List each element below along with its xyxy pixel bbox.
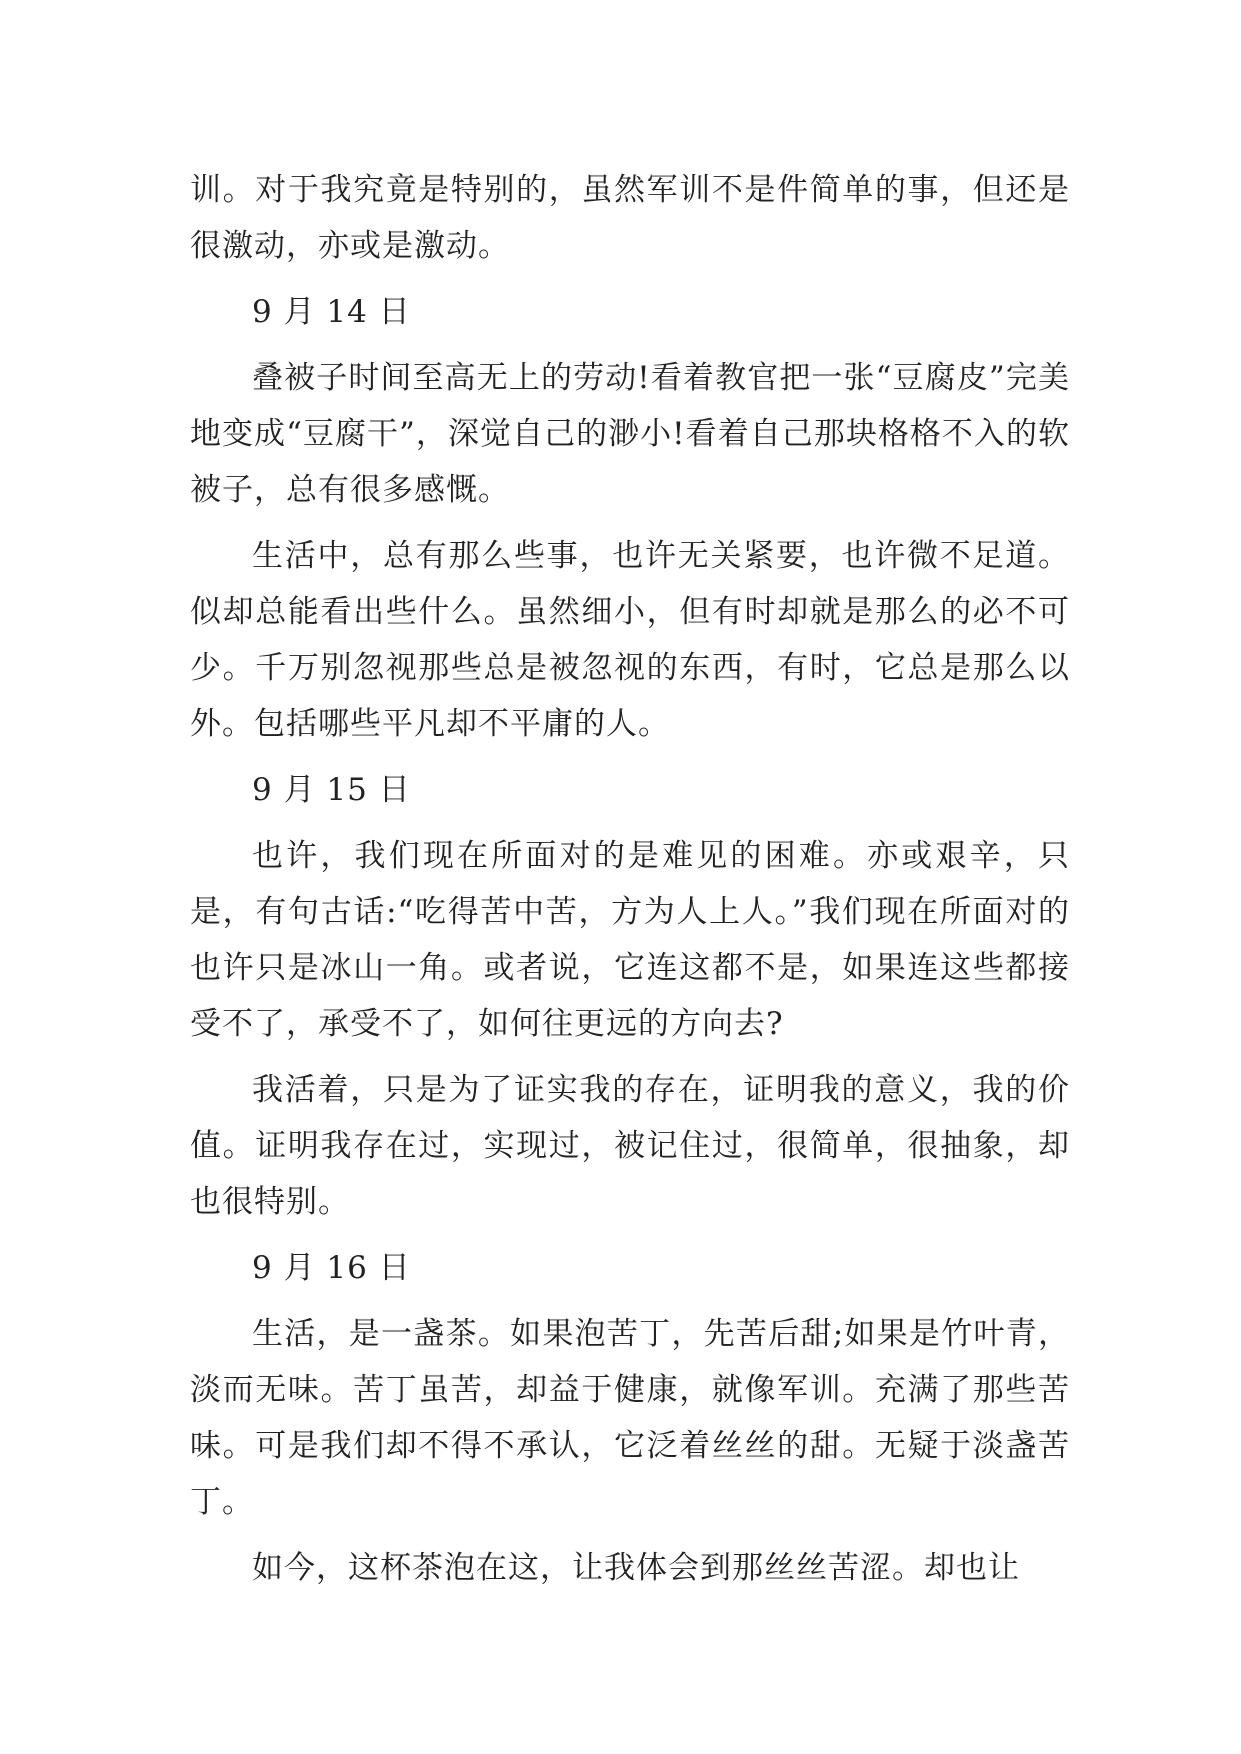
paragraph: 训。对于我究竟是特别的，虽然军训不是件简单的事，但还是很激动，亦或是激动。 [190,172,1070,264]
paragraph: 也许，我们现在所面对的是难见的困难。亦或艰辛，只是，有句古话:“吃得苦中苦，方为人上人。”我们现在所面对的也许只是冰山一角。或者说，它连这都不是，如果连这些都接受不了，承受不了，如何往更远的方向去? [190,838,1070,1042]
diary-date: 9 月 16 日 [252,1250,411,1286]
paragraph: 生活中，总有那么些事，也许无关紧要，也许微不足道。似却总能看出些什么。虽然细小，但有时却就是那么的必不可少。千万别忽视那些总是被忽视的东西，有时，它总是那么以外。包括哪些平凡却不平庸的人。 [190,538,1070,742]
paragraph: 如今，这杯茶泡在这，让我体会到那丝丝苦涩。却也让 [252,1550,1020,1586]
diary-date: 9 月 14 日 [252,294,411,330]
diary-date: 9 月 15 日 [252,772,411,808]
paragraph: 生活，是一盏茶。如果泡苦丁，先苦后甜;如果是竹叶青，淡而无味。苦丁虽苦，却益于健康，就像军训。充满了那些苦味。可是我们却不得不承认，它泛着丝丝的甜。无疑于淡盏苦丁。 [190,1316,1070,1520]
paragraph: 我活着，只是为了证实我的存在，证明我的意义，我的价值。证明我存在过，实现过，被记住过，很简单，很抽象，却也很特别。 [190,1072,1070,1220]
paragraph: 叠被子时间至高无上的劳动!看着教官把一张“豆腐皮”完美地变成“豆腐干”，深觉自己的渺小!看着自己那块格格不入的软被子，总有很多感慨。 [190,360,1070,508]
document-body [190,162,1070,1606]
